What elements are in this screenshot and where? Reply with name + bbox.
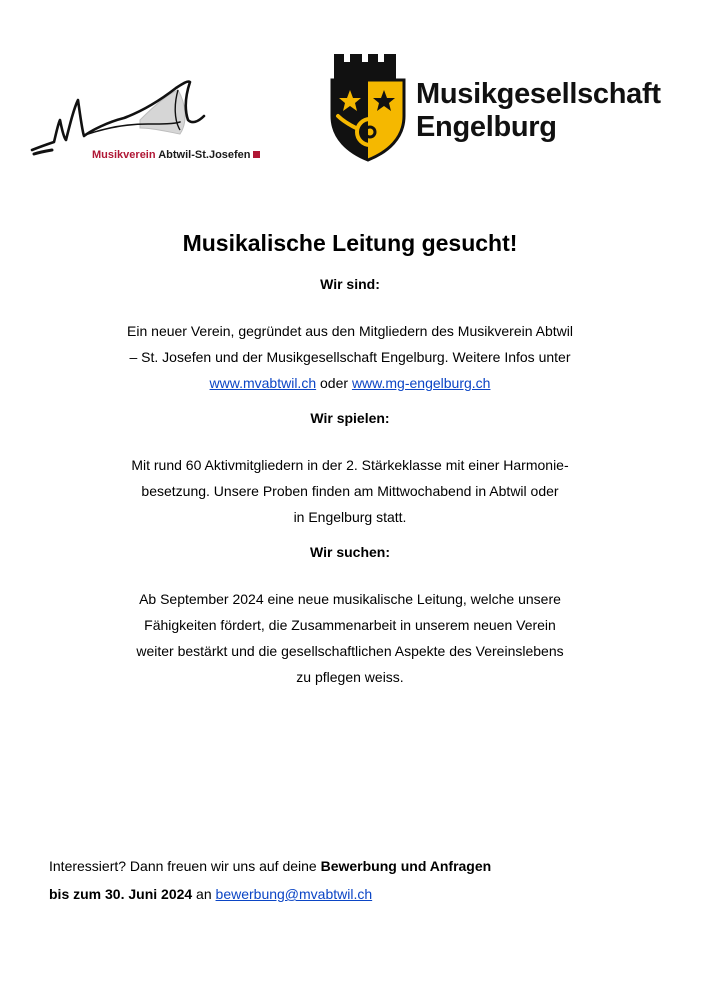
paragraph-wir-spielen xyxy=(40,452,660,530)
wir-spielen-line3: in Engelburg statt. xyxy=(293,509,407,525)
closing-line1-plain: Interessiert? Dann freuen wir uns auf deine xyxy=(49,858,321,874)
wir-suchen-line2: Fähigkeiten fördert, die Zusammenarbeit in unserem neuen Verein xyxy=(144,617,556,633)
musikverein-name-part1: Musikverein xyxy=(92,149,159,161)
page-title: Musikalische Leitung gesucht! xyxy=(182,230,518,256)
musikgesellschaft-name xyxy=(416,78,661,144)
wir-spielen-line2: besetzung. Unsere Proben finden am Mittwochabend in Abtwil oder xyxy=(141,483,559,499)
musikverein-name xyxy=(92,149,260,161)
musikgesellschaft-line2: Engelburg xyxy=(416,111,557,143)
heading-wir-spielen: Wir spielen: xyxy=(310,410,390,426)
closing-line2-plain: an xyxy=(192,886,216,902)
closing-paragraph xyxy=(49,852,669,908)
musikverein-name-part2: Abtwil-St.Josefen xyxy=(158,149,251,161)
wir-sind-line1: Ein neuer Verein, gegründet aus den Mitgliedern des Musikverein Abtwil xyxy=(127,323,573,339)
heading-wir-suchen: Wir suchen: xyxy=(310,544,390,560)
musikgesellschaft-logo xyxy=(328,50,688,165)
link-connector: oder xyxy=(316,375,352,391)
wir-suchen-line4: zu pflegen weiss. xyxy=(296,669,404,685)
castle-shield-icon xyxy=(328,50,412,162)
musikgesellschaft-line1: Musikgesellschaft xyxy=(416,78,661,110)
paragraph-wir-suchen xyxy=(40,586,660,690)
wir-spielen-line1: Mit rund 60 Aktivmitgliedern in der 2. Stärkeklasse mit einer Harmonie- xyxy=(131,457,569,473)
square-icon xyxy=(253,151,260,158)
heading-wir-sind: Wir sind: xyxy=(320,276,380,292)
closing-deadline: bis zum 30. Juni 2024 xyxy=(49,886,193,902)
wir-suchen-line1: Ab September 2024 eine neue musikalische Leitung, welche unsere xyxy=(139,591,561,607)
link-mvabtwil[interactable]: www.mvabtwil.ch xyxy=(209,375,317,391)
link-mg-engelburg[interactable]: www.mg-engelburg.ch xyxy=(351,375,491,391)
closing-line1-bold: Bewerbung und Anfragen xyxy=(320,858,492,874)
email-link[interactable]: bewerbung@mvabtwil.ch xyxy=(215,886,373,902)
musikverein-logo xyxy=(28,64,348,174)
main-content xyxy=(40,228,660,690)
wir-suchen-line3: weiter bestärkt und die gesellschaftlichen Aspekte des Vereinslebens xyxy=(136,643,564,659)
paragraph-wir-sind xyxy=(40,318,660,396)
wir-sind-line2: – St. Josefen und der Musikgesellschaft Engelburg. Weitere Infos unter xyxy=(129,349,571,365)
